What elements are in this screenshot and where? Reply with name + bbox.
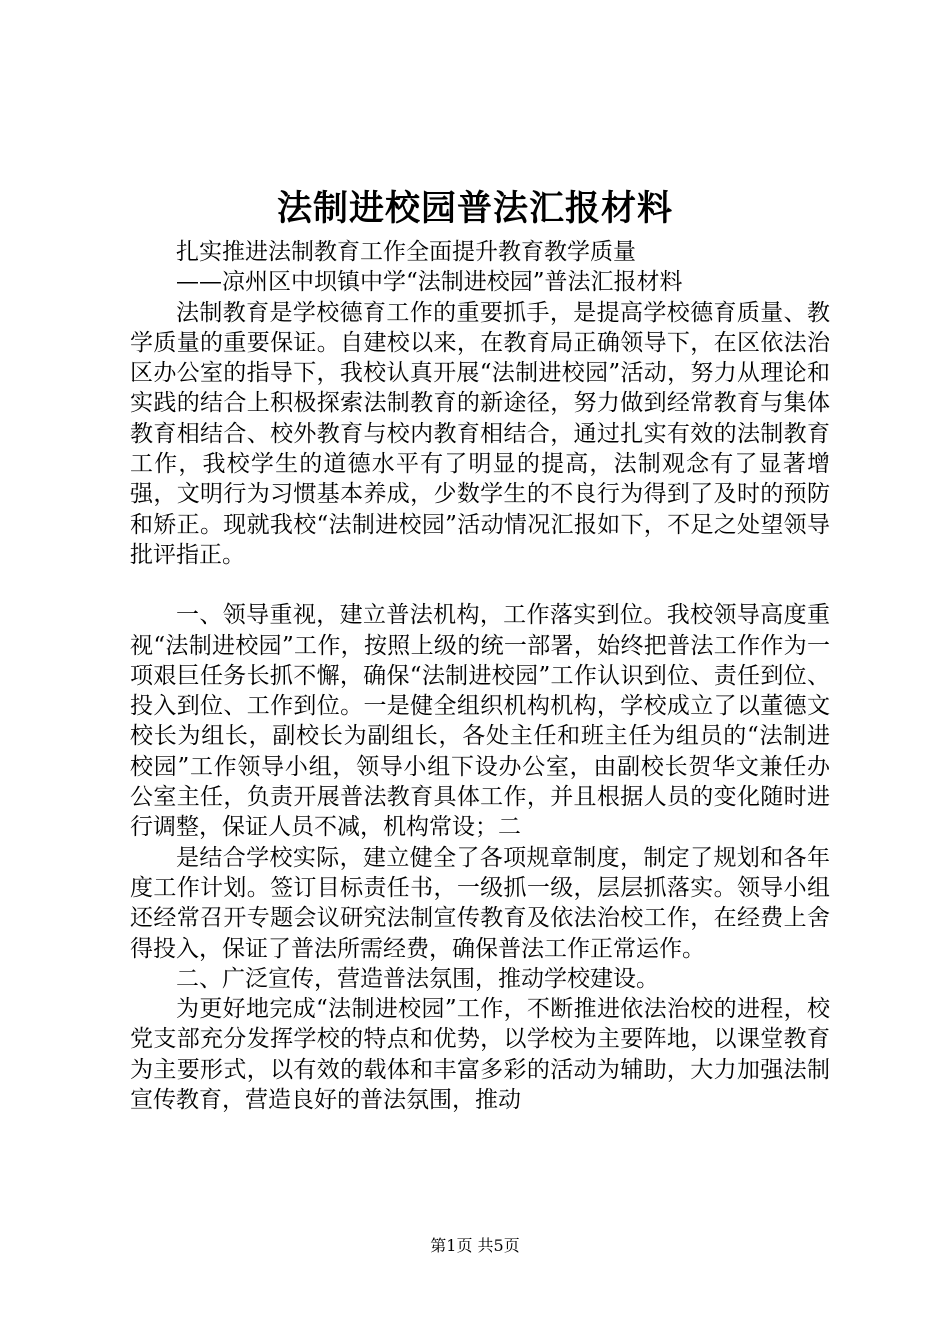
paragraph-section-1-cont: 是结合学校实际，建立健全了各项规章制度，制定了规划和各年度工作计划。签订目标责任书，一级抓一级，层层抓落实。领导小组还经常召开专题会议研究法制宣传教育及依法治校工作，在经费上舍得投入，保证了普法所需经费，确保普法工作正常运作。 — [130, 844, 830, 962]
paragraph-gap — [130, 570, 830, 600]
document-title: 法制进校园普法汇报材料 — [276, 188, 673, 229]
paragraph-section-1: 一、领导重视，建立普法机构，工作落实到位。我校领导高度重视“法制进校园”工作，按照上级的统一部署，始终把普法工作作为一项艰巨任务长抓不懈，确保“法制进校园”工作认识到位、责任到位、投入到位、工作到位。一是健全组织机构机构，学校成立了以董德文校长为组长，副校长为副组长，各处主任和班主任为组员的“法制进校园”工作领导小组，领导小组下设办公室，由副校长贺华文兼任办公室主任，负责开展普法教育具体工作，并且根据人员的变化随时进行调整，保证人员不减，机构常设；二 — [130, 602, 830, 841]
page-footer: 第1页 共5页 — [430, 1236, 520, 1255]
document-body — [130, 237, 830, 1115]
paragraph-section-2: 为更好地完成“法制进校园”工作，不断推进依法治校的进程，校党支部充分发挥学校的特点和优势，以学校为主要阵地，以课堂教育为主要形式，以有效的载体和丰富多彩的活动为辅助，大力加强法制宣传教育，营造良好的普法氛围，推动 — [130, 996, 830, 1114]
heading-section-2: 二、广泛宣传，营造普法氛围，推动学校建设。 — [176, 965, 659, 992]
paragraph-intro: 法制教育是学校德育工作的重要抓手，是提高学校德育质量、教学质量的重要保证。自建校以来，在教育局正确领导下，在区依法治区办公室的指导下，我校认真开展“法制进校园”活动，努力从理论和实践的结合上积极探索法制教育的新途径，努力做到经常教育与集体教育相结合、校外教育与校内教育相结合，通过扎实有效的法制教育工作，我校学生的道德水平有了明显的提高，法制观念有了显著增强，文明行为习惯基本养成，少数学生的不良行为得到了及时的预防和矫正。现就我校“法制进校园”活动情况汇报如下，不足之处望领导批评指正。 — [130, 299, 830, 568]
document-subtitle-2: ——凉州区中坝镇中学“法制进校园”普法汇报材料 — [176, 269, 683, 296]
document-subtitle: 扎实推进法制教育工作全面提升教育教学质量 — [176, 239, 636, 265]
